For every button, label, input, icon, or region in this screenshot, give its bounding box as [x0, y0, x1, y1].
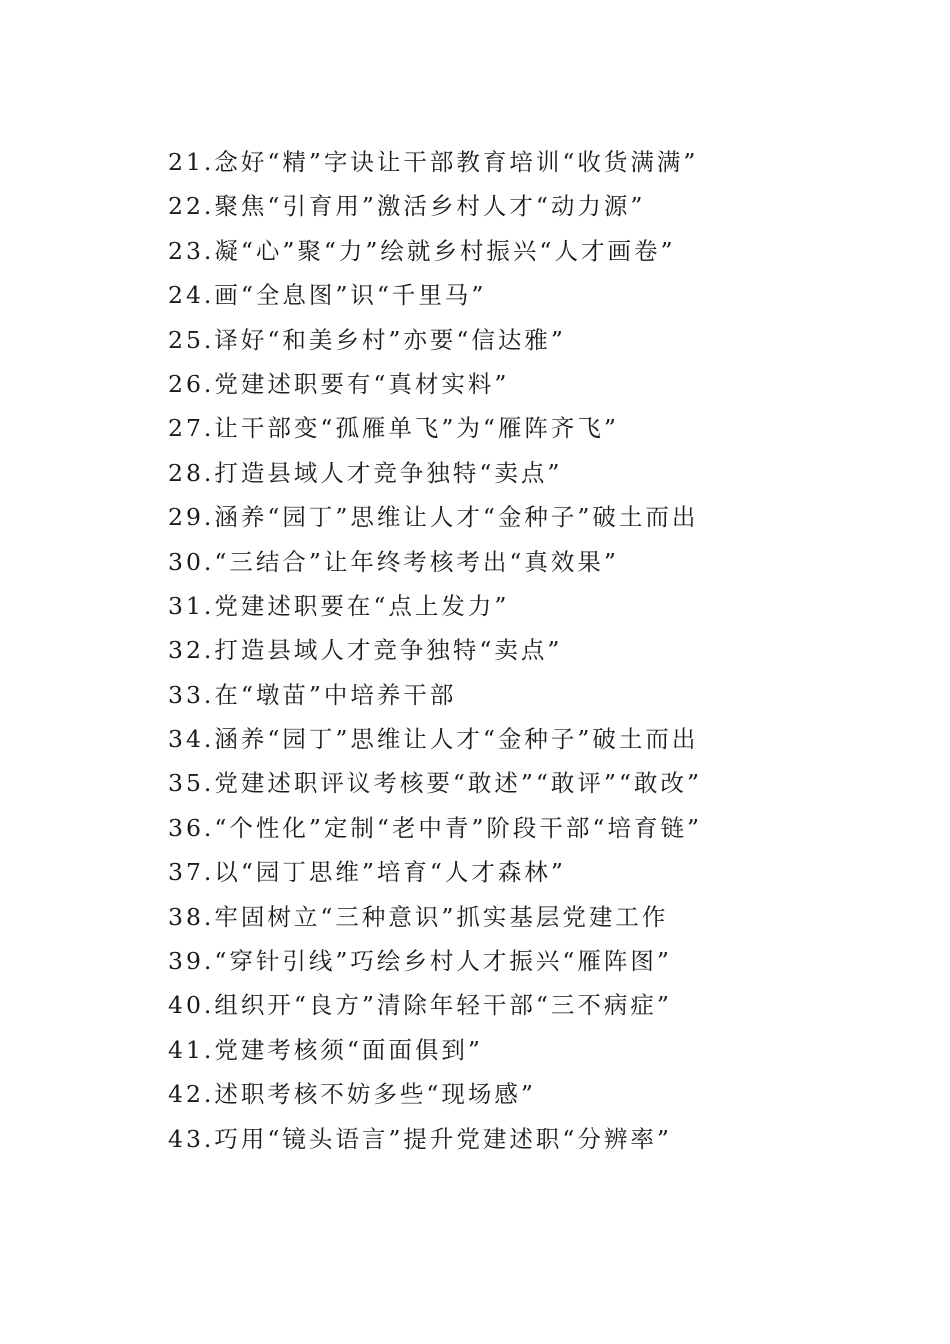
list-item: 41.党建考核须“面面俱到”	[168, 1035, 483, 1064]
list-item: 26.党建述职要有“真材实料”	[168, 369, 510, 398]
list-item: 42.述职考核不妨多些“现场感”	[168, 1080, 536, 1109]
list-item: 22.聚焦“引育用”激活乡村人才“动力源”	[168, 192, 646, 221]
list-item: 34.涵养“园丁”思维让人才“金种子”破土而出	[168, 725, 699, 754]
list-item: 40.组织开“良方”清除年轻干部“三不病症”	[168, 991, 672, 1020]
list-item: 28.打造县域人才竞争独特“卖点”	[168, 458, 563, 487]
title-list	[168, 140, 702, 1161]
list-item: 39.“穿针引线”巧绘乡村人才振兴“雁阵图”	[168, 947, 672, 976]
list-item: 33.在“墩苗”中培养干部	[168, 680, 457, 709]
list-item: 25.译好“和美乡村”亦要“信达雅”	[168, 325, 566, 354]
list-item: 32.打造县域人才竞争独特“卖点”	[168, 636, 563, 665]
list-item: 23.凝“心”聚“力”绘就乡村振兴“人才画卷”	[168, 236, 676, 265]
list-item: 24.画“全息图”识“千里马”	[168, 281, 487, 310]
list-item: 35.党建述职评议考核要“敢述”“敢评”“敢改”	[168, 769, 702, 798]
list-item: 27.让干部变“孤雁单飞”为“雁阵齐飞”	[168, 414, 619, 443]
list-item: 29.涵养“园丁”思维让人才“金种子”破土而出	[168, 503, 699, 532]
list-item: 43.巧用“镜头语言”提升党建述职“分辨率”	[168, 1124, 672, 1153]
list-item: 21.念好“精”字诀让干部教育培训“收货满满”	[168, 148, 699, 176]
list-item: 36.“个性化”定制“老中青”阶段干部“培育链”	[168, 813, 702, 842]
list-item: 37.以“园丁思维”培育“人才森林”	[168, 858, 566, 887]
list-item: 38.牢固树立“三种意识”抓实基层党建工作	[168, 902, 669, 931]
list-item: 31.党建述职要在“点上发力”	[168, 591, 510, 620]
list-item: 30.“三结合”让年终考核考出“真效果”	[168, 547, 619, 576]
